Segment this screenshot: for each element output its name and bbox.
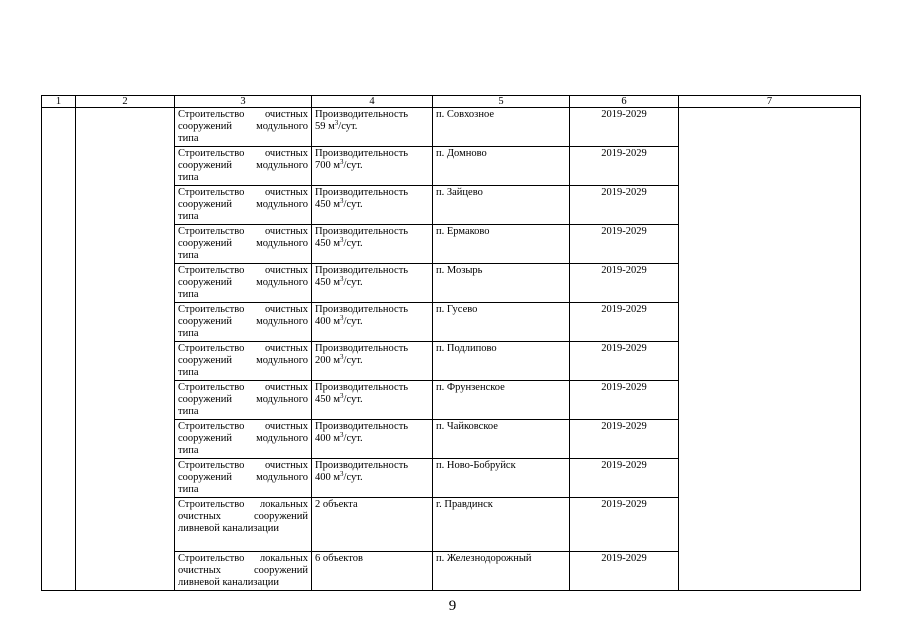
object-name-cell xyxy=(175,552,312,591)
location-cell: г. Правдинск xyxy=(433,498,570,552)
capacity-unit: /сут. xyxy=(343,355,363,366)
header-row xyxy=(42,96,861,108)
object-name-line: ливневой канализации xyxy=(178,577,279,588)
header-cell-5: 5 xyxy=(433,96,570,108)
capacity-value xyxy=(315,277,429,289)
location-cell: п. Подлипово xyxy=(433,342,570,381)
object-name-line: Строительство очистных xyxy=(178,421,308,432)
location-cell: п. Зайцево xyxy=(433,186,570,225)
location-cell: п. Домново xyxy=(433,147,570,186)
capacity-number: 400 м xyxy=(315,316,341,327)
object-name-line: типа xyxy=(178,211,199,222)
capacity-cell xyxy=(312,381,433,420)
capacity-label: Производительность xyxy=(315,109,409,120)
capacity-unit: /сут. xyxy=(343,394,363,405)
capacity-label: Производительность xyxy=(315,421,409,432)
object-name-line: сооружений модульного xyxy=(178,277,308,288)
period-cell: 2019-2029 xyxy=(570,420,679,459)
location-cell: п. Мозырь xyxy=(433,264,570,303)
object-name-line: Строительство очистных xyxy=(178,304,308,315)
object-name-cell xyxy=(175,420,312,459)
object-name-line: типа xyxy=(178,367,199,378)
capacity-label: Производительность xyxy=(315,226,409,237)
object-name-line: Строительство локальных xyxy=(178,499,308,510)
period-cell: 2019-2029 xyxy=(570,225,679,264)
period-cell: 2019-2029 xyxy=(570,264,679,303)
object-name-line: ливневой канализации xyxy=(178,523,279,534)
capacity-unit: /сут. xyxy=(343,238,363,249)
unit-superscript: 3 xyxy=(340,392,344,400)
object-name-line: типа xyxy=(178,133,199,144)
capacity-unit: /сут. xyxy=(338,121,358,132)
period-cell: 2019-2029 xyxy=(570,342,679,381)
capacity-number: 400 м xyxy=(315,472,341,483)
capacity-number: 400 м xyxy=(315,433,341,444)
object-name-line: сооружений модульного xyxy=(178,433,308,444)
col-2-cell xyxy=(76,108,175,591)
period-cell: 2019-2029 xyxy=(570,147,679,186)
works-table xyxy=(41,95,861,591)
period-cell: 2019-2029 xyxy=(570,108,679,147)
col-1-cell xyxy=(42,108,76,591)
capacity-cell xyxy=(312,459,433,498)
object-name-line: Строительство очистных xyxy=(178,460,308,471)
object-name-line: Строительство очистных xyxy=(178,109,308,120)
capacity-label: Производительность xyxy=(315,382,409,393)
capacity-unit: /сут. xyxy=(343,433,363,444)
object-name-cell xyxy=(175,225,312,264)
capacity-cell xyxy=(312,264,433,303)
object-name-cell xyxy=(175,459,312,498)
capacity-label: Производительность xyxy=(315,460,409,471)
capacity-number: 450 м xyxy=(315,238,341,249)
period-cell: 2019-2029 xyxy=(570,459,679,498)
capacity-number: 700 м xyxy=(315,160,341,171)
capacity-value xyxy=(315,472,429,484)
capacity-unit: /сут. xyxy=(343,160,363,171)
capacity-unit: /сут. xyxy=(343,199,363,210)
object-name-line: типа xyxy=(178,328,199,339)
location-cell: п. Железнодорожный xyxy=(433,552,570,591)
header-cell-4: 4 xyxy=(312,96,433,108)
object-name-line: сооружений модульного xyxy=(178,160,308,171)
header-cell-7: 7 xyxy=(679,96,861,108)
unit-superscript: 3 xyxy=(340,236,344,244)
object-name-line: Строительство очистных xyxy=(178,343,308,354)
period-cell: 2019-2029 xyxy=(570,381,679,420)
object-name-line: Строительство очистных xyxy=(178,187,308,198)
capacity-label: 6 объектов xyxy=(315,553,363,564)
header-cell-6: 6 xyxy=(570,96,679,108)
object-name-line: типа xyxy=(178,484,199,495)
location-cell: п. Фрунзенское xyxy=(433,381,570,420)
capacity-number: 450 м xyxy=(315,277,341,288)
capacity-number: 59 м xyxy=(315,121,335,132)
object-name-line: Строительство очистных xyxy=(178,226,308,237)
capacity-unit: /сут. xyxy=(343,472,363,483)
unit-superscript: 3 xyxy=(340,431,344,439)
capacity-label: Производительность xyxy=(315,187,409,198)
object-name-cell xyxy=(175,108,312,147)
location-cell: п. Ново-Бобруйск xyxy=(433,459,570,498)
object-name-cell xyxy=(175,264,312,303)
object-name-line: сооружений модульного xyxy=(178,394,308,405)
object-name-line: сооружений модульного xyxy=(178,199,308,210)
object-name-cell xyxy=(175,381,312,420)
unit-superscript: 3 xyxy=(334,119,339,127)
capacity-cell xyxy=(312,225,433,264)
capacity-unit: /сут. xyxy=(343,316,363,327)
capacity-value xyxy=(315,238,429,250)
capacity-value xyxy=(315,160,429,172)
period-cell: 2019-2029 xyxy=(570,552,679,591)
object-name-line: Строительство очистных xyxy=(178,148,308,159)
unit-superscript: 3 xyxy=(340,275,344,283)
object-name-line: типа xyxy=(178,250,199,261)
unit-superscript: 3 xyxy=(340,353,344,361)
location-cell: п. Совхозное xyxy=(433,108,570,147)
object-name-cell xyxy=(175,147,312,186)
object-name-cell xyxy=(175,498,312,552)
capacity-label: 2 объекта xyxy=(315,499,358,510)
object-name-line: типа xyxy=(178,406,199,417)
capacity-value xyxy=(315,355,429,367)
unit-superscript: 3 xyxy=(340,470,344,478)
unit-superscript: 3 xyxy=(340,158,344,166)
period-cell: 2019-2029 xyxy=(570,186,679,225)
capacity-value xyxy=(315,433,429,445)
header-cell-2: 2 xyxy=(76,96,175,108)
object-name-line: типа xyxy=(178,172,199,183)
capacity-cell xyxy=(312,342,433,381)
object-name-line: сооружений модульного xyxy=(178,472,308,483)
header-cell-1: 1 xyxy=(42,96,76,108)
capacity-label: Производительность xyxy=(315,343,409,354)
capacity-unit: /сут. xyxy=(343,277,363,288)
object-name-line: очистных сооружений xyxy=(178,565,308,576)
period-cell: 2019-2029 xyxy=(570,303,679,342)
object-name-cell xyxy=(175,186,312,225)
capacity-label: Производительность xyxy=(315,304,409,315)
capacity-cell xyxy=(312,552,433,591)
period-cell: 2019-2029 xyxy=(570,498,679,552)
unit-superscript: 3 xyxy=(340,197,344,205)
capacity-number: 450 м xyxy=(315,394,341,405)
object-name-cell xyxy=(175,303,312,342)
header-cell-3: 3 xyxy=(175,96,312,108)
table-row xyxy=(42,108,861,147)
capacity-value xyxy=(315,316,429,328)
col-7-cell xyxy=(679,108,861,591)
object-name-line: типа xyxy=(178,445,199,456)
capacity-cell xyxy=(312,147,433,186)
unit-superscript: 3 xyxy=(340,314,344,322)
capacity-number: 200 м xyxy=(315,355,341,366)
capacity-value xyxy=(315,121,429,133)
object-name-line: Строительство очистных xyxy=(178,265,308,276)
capacity-label: Производительность xyxy=(315,148,409,159)
object-name-line: сооружений модульного xyxy=(178,121,308,132)
location-cell: п. Ермаково xyxy=(433,225,570,264)
capacity-label: Производительность xyxy=(315,265,409,276)
capacity-cell xyxy=(312,420,433,459)
object-name-line: типа xyxy=(178,289,199,300)
capacity-cell xyxy=(312,303,433,342)
page-number: 9 xyxy=(448,598,457,614)
object-name-line: очистных сооружений xyxy=(178,511,308,522)
object-name-line: сооружений модульного xyxy=(178,238,308,249)
object-name-line: сооружений модульного xyxy=(178,316,308,327)
capacity-cell xyxy=(312,108,433,147)
object-name-cell xyxy=(175,342,312,381)
capacity-value xyxy=(315,394,429,406)
capacity-cell xyxy=(312,498,433,552)
object-name-line: Строительство локальных xyxy=(178,553,308,564)
capacity-value xyxy=(315,199,429,211)
location-cell: п. Чайковское xyxy=(433,420,570,459)
object-name-line: Строительство очистных xyxy=(178,382,308,393)
object-name-line: сооружений модульного xyxy=(178,355,308,366)
capacity-number: 450 м xyxy=(315,199,341,210)
location-cell: п. Гусево xyxy=(433,303,570,342)
capacity-cell xyxy=(312,186,433,225)
